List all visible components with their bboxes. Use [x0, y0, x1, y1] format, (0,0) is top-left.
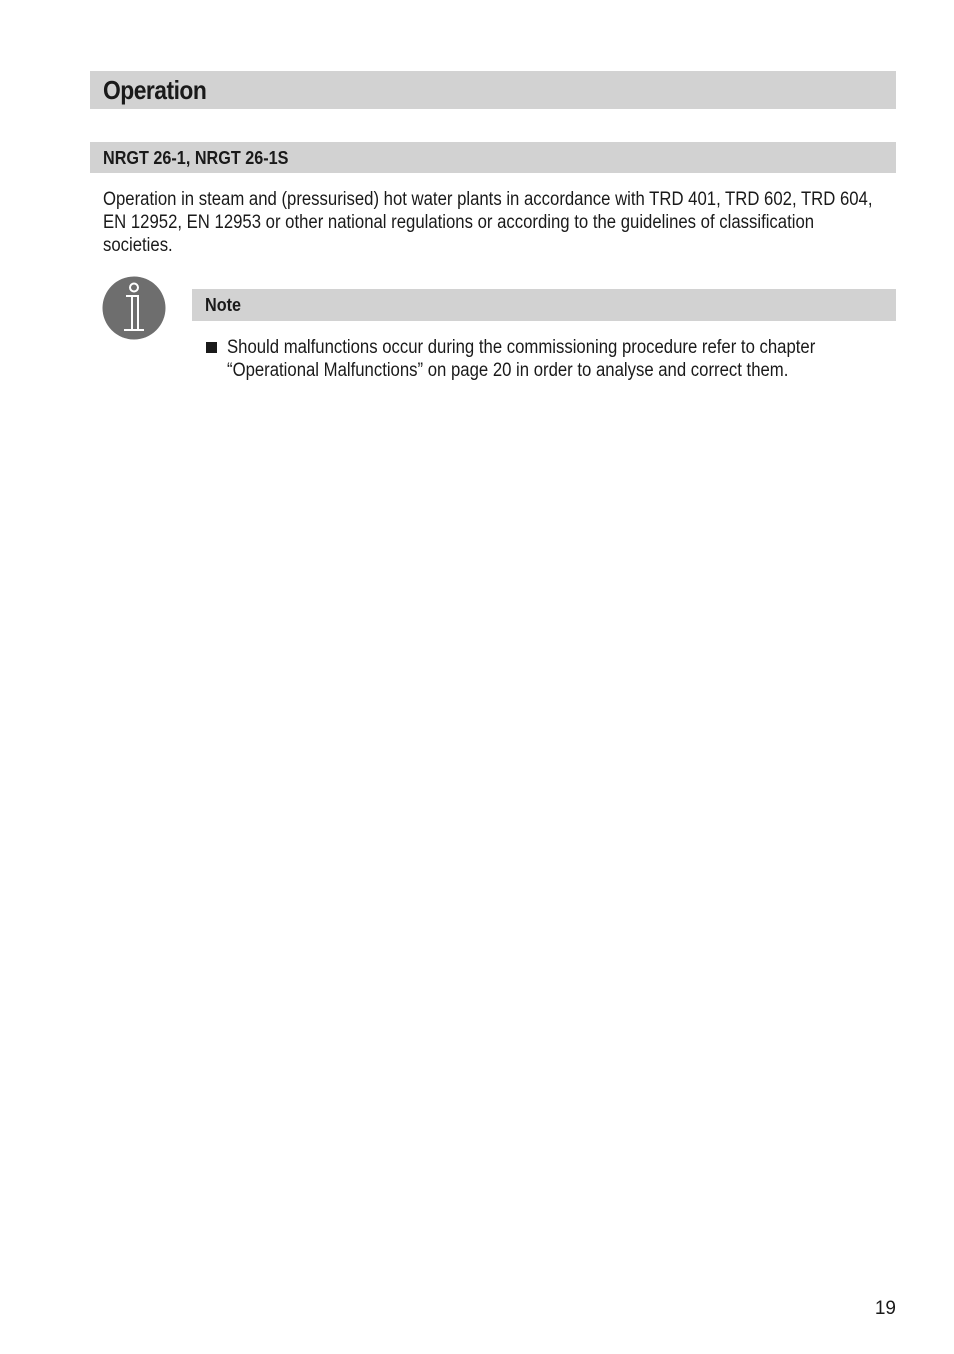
section-header-bar — [90, 71, 896, 109]
note-header-bar — [192, 289, 896, 321]
square-bullet-icon — [206, 342, 217, 353]
subsection-body-text: Operation in steam and (pressurised) hot water plants in accordance with TRD 401, TRD 602, TRD 604, EN 12952, EN 12953 or other national regulations or according to the guidelines of classification societies. — [103, 189, 873, 256]
page-number: 19 — [874, 1298, 896, 1319]
note-title: Note — [205, 295, 241, 315]
note-item: Should malfunctions occur during the commissioning procedure refer to chapter “Operational Malfunctions” on page 20 in order to analyse and correct them. — [227, 337, 816, 381]
subsection-header-bar — [90, 142, 896, 173]
info-icon — [102, 276, 166, 340]
section-title: Operation — [103, 75, 207, 105]
subsection-title: NRGT 26-1, NRGT 26-1S — [103, 148, 289, 168]
